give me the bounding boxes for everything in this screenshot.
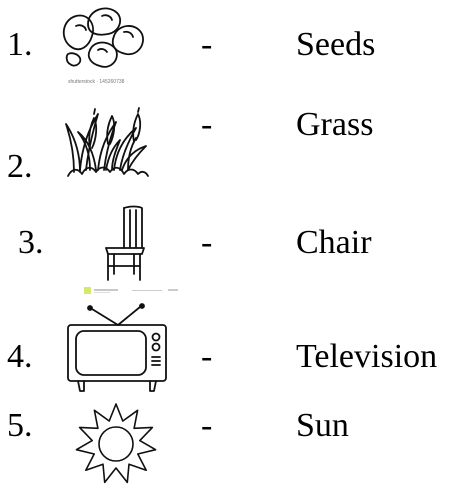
item-3-word: Chair [296, 224, 372, 261]
television-icon [66, 303, 170, 393]
item-5-number: 5. [7, 407, 33, 444]
item-3-number: 3. [18, 224, 44, 261]
item-1-number: 1. [7, 26, 33, 63]
item-2-word: Grass [296, 106, 374, 143]
chair-icon [100, 204, 150, 284]
item-4-dash: - [201, 338, 213, 375]
seeds-watermark: shutterstock · 145260738 [68, 79, 125, 85]
item-1-dash: - [201, 26, 213, 63]
item-5-word: Sun [296, 407, 349, 444]
seeds-icon [58, 4, 148, 86]
sun-icon [76, 397, 156, 491]
item-4-number: 4. [7, 338, 33, 375]
grass-icon [64, 108, 150, 180]
item-5-dash: - [201, 407, 213, 444]
item-1-word: Seeds [296, 26, 376, 63]
item-2-dash: - [201, 106, 213, 143]
item-3-dash: - [201, 224, 213, 261]
item-4-word: Television [296, 338, 438, 375]
chair-stock-caption-strip [84, 286, 180, 296]
item-2-number: 2. [7, 148, 33, 185]
